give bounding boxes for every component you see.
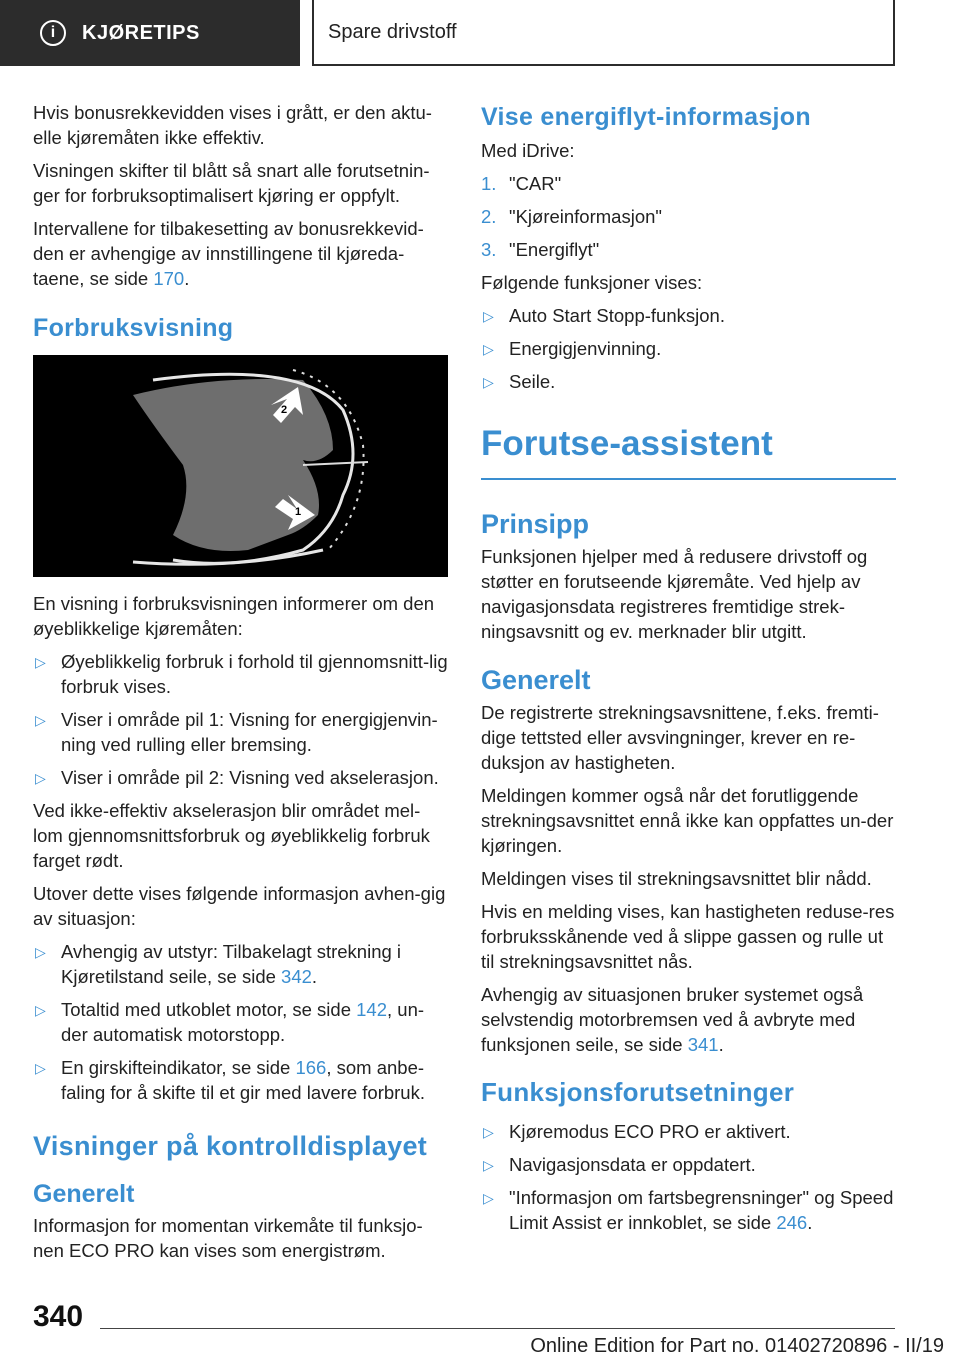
chapter-title: Spare drivstoff: [328, 20, 457, 43]
info-icon: i: [40, 20, 66, 46]
paragraph: Informasjon for momentan virkemåte til funksjo-nen ECO PRO kan vises som energistrøm.: [33, 1215, 423, 1261]
heading-energiflyt: Vise energiflyt-informasjon: [481, 103, 811, 131]
paragraph: Intervallene for tilbakesetting av bonusrekkevid-den er avhengige av innstillingene til kjøreda-taene, se side 170.: [33, 218, 424, 289]
numbered-list: [481, 171, 896, 262]
triangle-bullet-icon: ▷: [483, 1157, 494, 1173]
list-item: 3. "Energiflyt": [481, 239, 600, 260]
paragraph: Hvis en melding vises, kan hastigheten reduse-res forbruksskånende ved å slippe gassen og rulle ut til strekningsavsnittet nås.: [481, 901, 895, 972]
triangle-bullet-icon: ▷: [35, 712, 46, 728]
triangle-bullet-icon: ▷: [483, 1190, 494, 1206]
list-item: ▷ Viser i område pil 2: Visning ved akselerasjon.: [33, 765, 448, 790]
page-number: 340: [33, 1300, 84, 1333]
consumption-display-figure: [33, 355, 448, 577]
list-item: 1. "CAR": [481, 173, 562, 194]
list-item: ▷ Viser i område pil 1: Visning for energigjenvin-ning ved rulling eller bremsing.: [35, 709, 438, 755]
page-link[interactable]: 170: [153, 268, 185, 289]
svg-text:1: 1: [295, 506, 302, 518]
heading-forutse-assistent: Forutse-assistent: [481, 424, 896, 480]
right-column: [481, 100, 896, 1243]
triangle-bullet-icon: ▷: [483, 341, 494, 357]
bullet-list: [33, 939, 448, 1105]
list-item: ▷ Auto Start Stopp-funksjon.: [481, 303, 896, 328]
paragraph: Hvis bonusrekkevidden vises i grått, er den aktu-elle kjøremåten ikke effektiv.: [33, 102, 432, 148]
paragraph: En visning i forbruksvisningen informerer om den øyeblikkelige kjøremåten:: [33, 593, 435, 639]
paragraph: Meldingen kommer også når det forutliggende strekningsavsnittet ennå ikke kan oppfattes un-der kjøringen.: [481, 785, 894, 856]
paragraph: Visningen skifter til blått så snart alle forutsetnin-ger for forbruksoptimalisert kjøring er oppfylt.: [33, 160, 430, 206]
page-link[interactable]: 142: [356, 999, 387, 1020]
list-item: ▷ Totaltid med utkoblet motor, se side 142, un-der automatisk motorstopp.: [35, 999, 425, 1045]
list-item: ▷ Navigasjonsdata er oppdatert.: [481, 1152, 896, 1177]
bullet-list: [481, 1119, 896, 1235]
heading-forbruksvisning: Forbruksvisning: [33, 314, 234, 342]
header-section-tab: [0, 0, 300, 66]
left-column: [33, 100, 448, 1271]
paragraph: Funksjonen hjelper med å redusere drivstoff og støtter en forutseende kjøremåte. Ved hjelp av navigasjonsdata registreres fremtidige strek-ningsavsnitt og ev. merknader blir utgitt.: [481, 546, 868, 642]
triangle-bullet-icon: ▷: [35, 654, 46, 670]
bullet-list: [33, 649, 448, 790]
list-item: ▷ En girskifteindikator, se side 166, som anbe-faling for å skifte til et gir med lavere forbruk.: [35, 1057, 425, 1103]
list-item: 2. "Kjøreinformasjon": [481, 206, 662, 227]
chapter-header: [312, 0, 895, 66]
svg-text:2: 2: [281, 404, 288, 416]
paragraph: Avhengig av situasjonen bruker systemet også selvstendig motorbremsen ved å avbryte med funksjonen seile, se side 341.: [481, 984, 864, 1055]
triangle-bullet-icon: ▷: [35, 1060, 46, 1076]
heading-visninger: Visninger på kontrolldisplayet: [33, 1131, 428, 1161]
section-title: KJØRETIPS: [82, 21, 200, 44]
list-item: ▷ Kjøremodus ECO PRO er aktivert.: [481, 1119, 896, 1144]
bullet-list: [481, 303, 896, 394]
list-item: ▷ Øyeblikkelig forbruk i forhold til gjennomsnitt-lig forbruk vises.: [35, 651, 448, 697]
paragraph: Ved ikke-effektiv akselerasjon blir området mel-lom gjennomsnittsforbruk og øyeblikkelig forbruk farget rødt.: [33, 800, 430, 871]
heading-funksjonsforutsetninger: Funksjonsforutsetninger: [481, 1077, 795, 1107]
triangle-bullet-icon: ▷: [483, 308, 494, 324]
list-item: ▷ "Informasjon om fartsbegrensninger" og Speed Limit Assist er innkoblet, se side 246.: [483, 1187, 894, 1233]
list-item: ▷ Avhengig av utstyr: Tilbakelagt strekning i Kjøretilstand seile, se side 342.: [35, 941, 402, 987]
heading-generelt: Generelt: [33, 1180, 135, 1208]
paragraph: Følgende funksjoner vises:: [481, 272, 703, 293]
footer-divider: [100, 1328, 895, 1329]
triangle-bullet-icon: ▷: [35, 944, 46, 960]
list-item: ▷ Seile.: [481, 369, 896, 394]
triangle-bullet-icon: ▷: [35, 770, 46, 786]
heading-prinsipp: Prinsipp: [481, 509, 590, 539]
paragraph: Meldingen vises til strekningsavsnittet blir nådd.: [481, 868, 872, 889]
triangle-bullet-icon: ▷: [35, 1002, 46, 1018]
page-link[interactable]: 246: [776, 1212, 808, 1233]
footer-edition: Online Edition for Part no. 01402720896 - II/19: [530, 1335, 944, 1357]
list-item: ▷ Energigjenvinning.: [481, 336, 896, 361]
page-link[interactable]: 342: [281, 966, 312, 987]
paragraph: Med iDrive:: [481, 140, 575, 161]
heading-generelt: Generelt: [481, 665, 591, 695]
paragraph: Utover dette vises følgende informasjon avhen-gig av situasjon:: [33, 883, 446, 929]
paragraph: De registrerte strekningsavsnittene, f.eks. fremti-dige tettsted eller avsvingninger, krever en re-duksjon av hastigheten.: [481, 702, 879, 773]
triangle-bullet-icon: ▷: [483, 374, 494, 390]
page-link[interactable]: 166: [295, 1057, 327, 1078]
page-link[interactable]: 341: [687, 1034, 719, 1055]
triangle-bullet-icon: ▷: [483, 1124, 494, 1140]
